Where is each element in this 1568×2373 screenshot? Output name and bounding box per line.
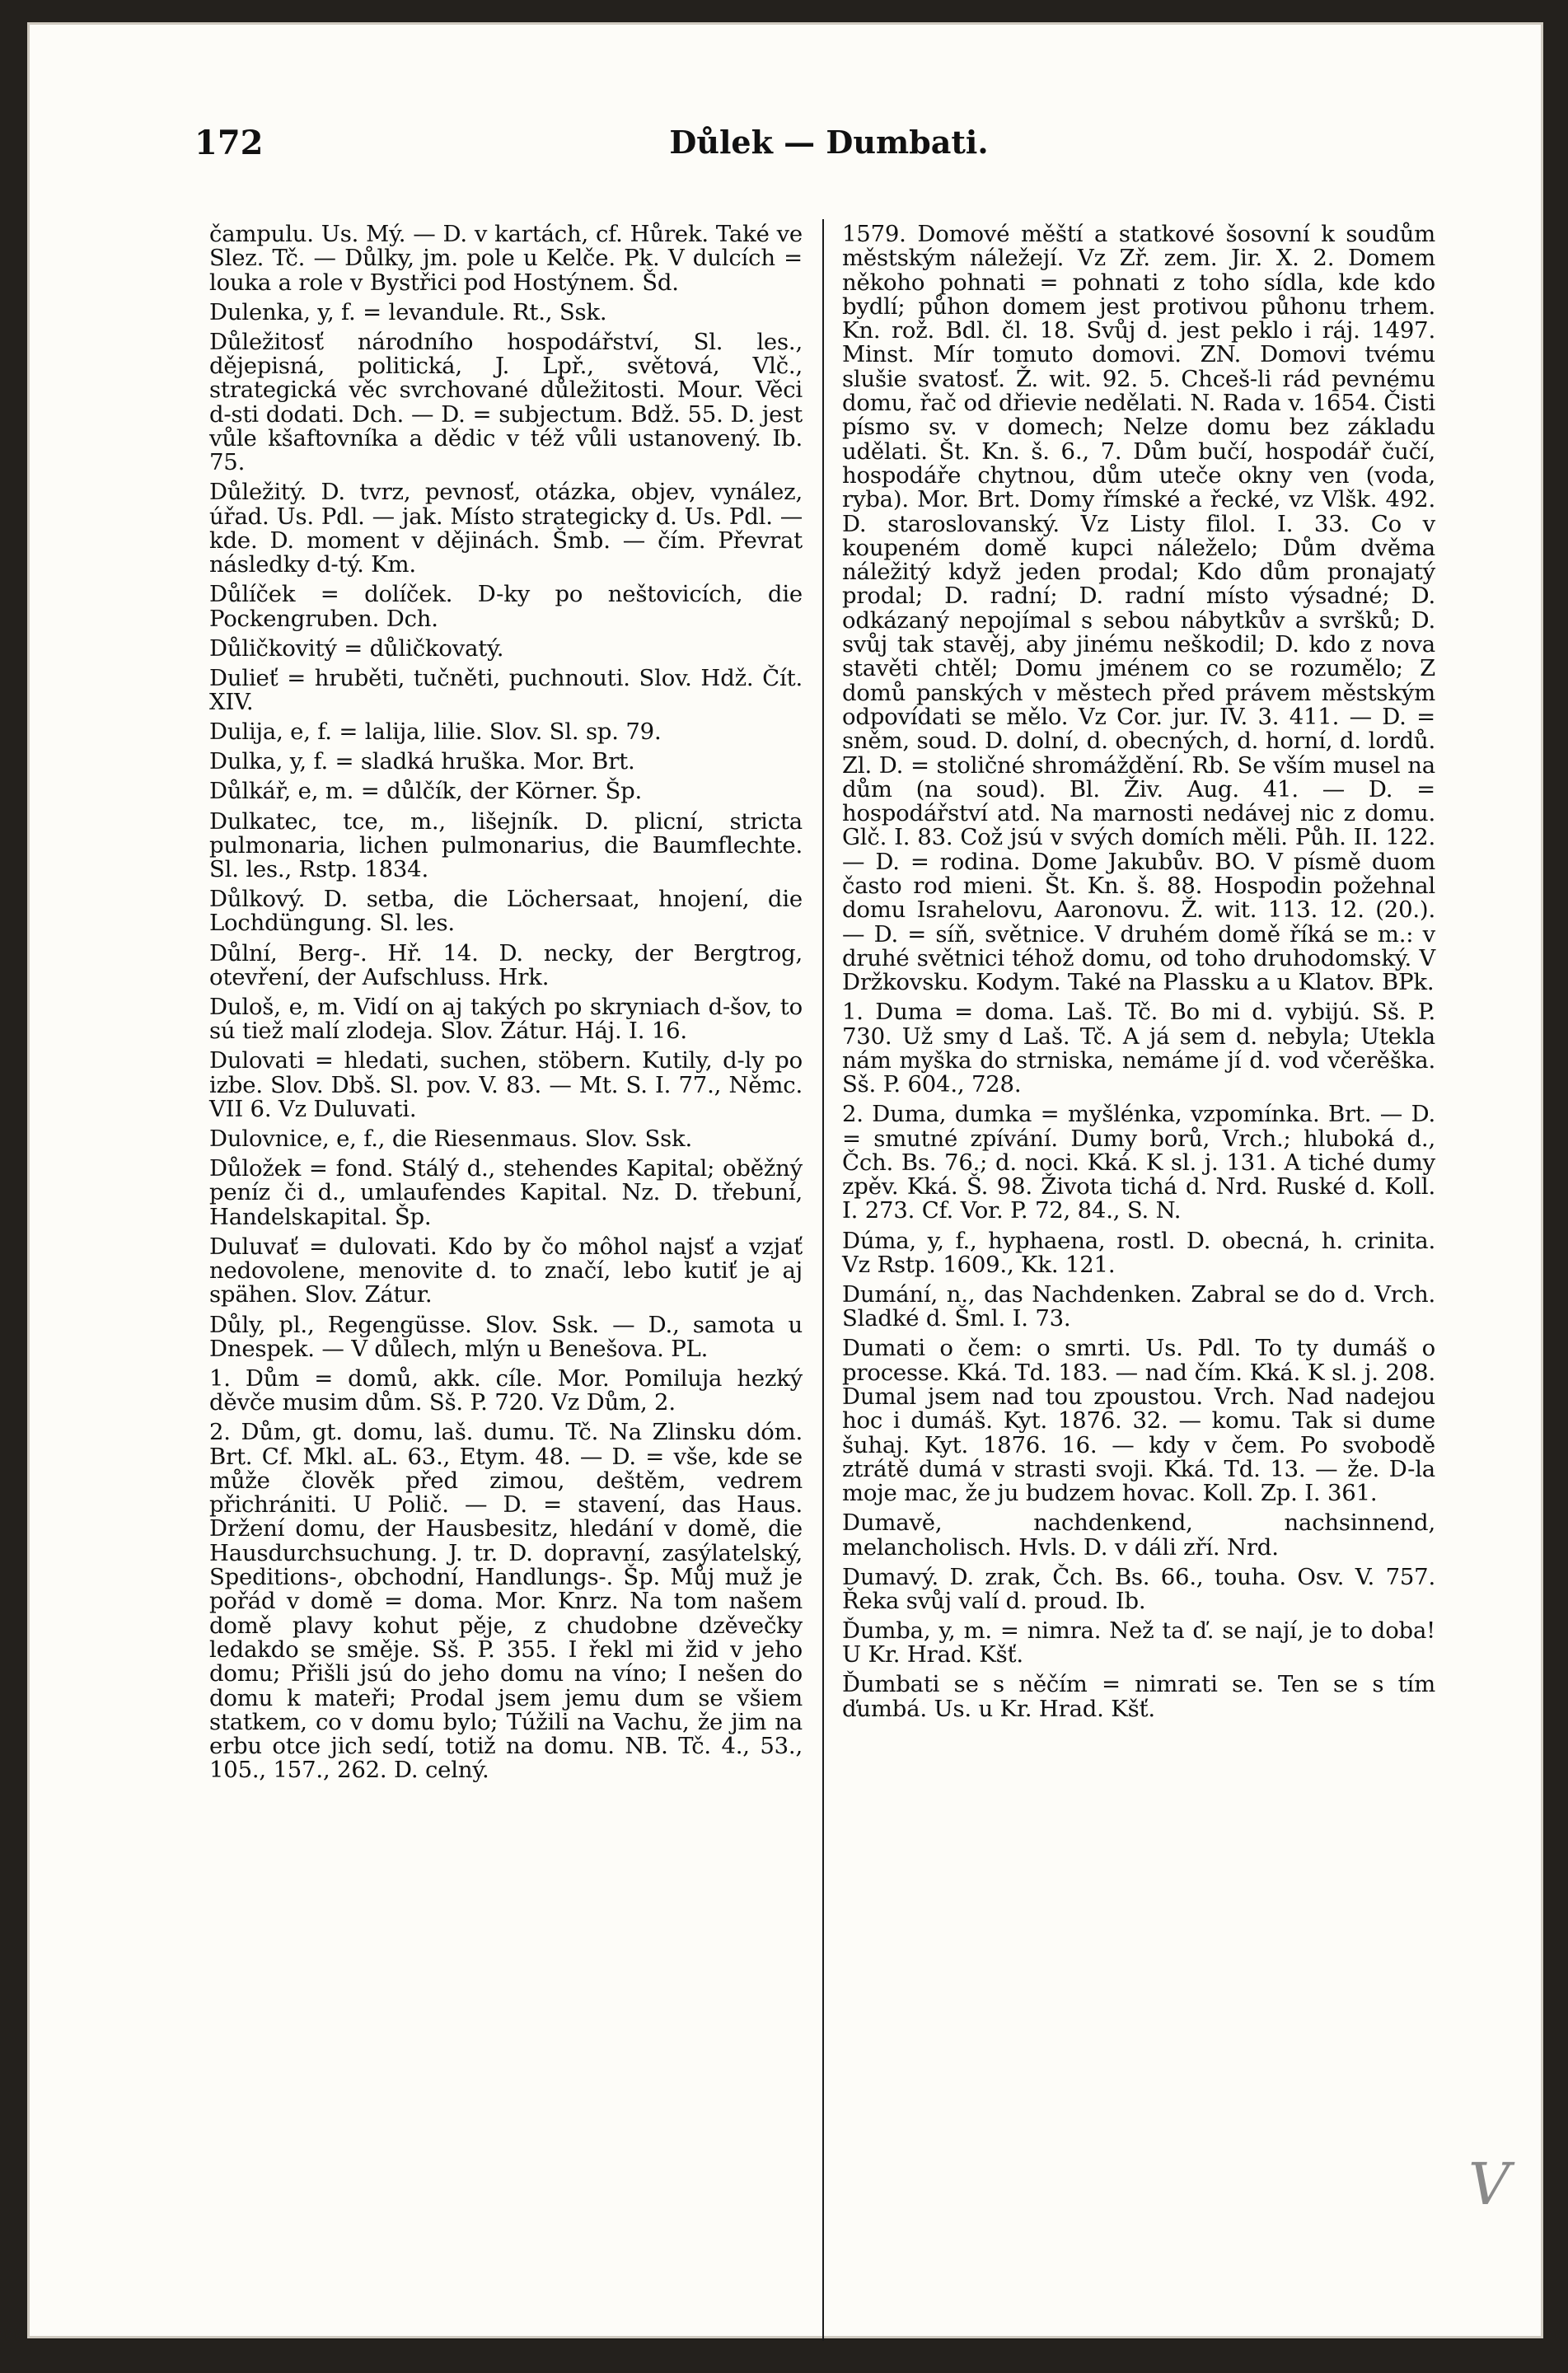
entry: Důlkář, e, m. = důlčík, der Körner. Šp.: [209, 778, 643, 805]
page-sheet: [30, 25, 1541, 2336]
entry: Ďumba, y, m. = nimra. Než ta ď. se nají, je to doba! U Kr. Hrad. Kšť.: [842, 1617, 1435, 1669]
entry: Důležitý. D. tvrz, pevnosť, otázka, objev, vynález, úřad. Us. Pdl. — jak. Místo strategicky d. Us. Pdl. — kde. D. moment v dějinách. Šmb. — čím. Převrat následky d-tý. Km.: [209, 479, 803, 578]
page-number: 172: [194, 124, 264, 162]
entry: Dulovati = hledati, suchen, stöbern. Kutily, d-ly po izbe. Slov. Dbš. Sl. pov. V. 83. — Mt. S. I. 77., Němc. VII 6. Vz Duluvati.: [209, 1047, 803, 1122]
entry: Duluvať = dulovati. Kdo by čo môhol najsť a vzjať nedovolene, menovite d. to značí, lebo kutiť je aj spähen. Slov. Zátur.: [209, 1233, 803, 1308]
entry: Dulieť = hruběti, tučněti, puchnouti. Slov. Hdž. Čít. XIV.: [209, 664, 803, 716]
entry: Dulka, y, f. = sladká hruška. Mor. Brt.: [209, 748, 635, 775]
entry: Dumavý. D. zrak, Čch. Bs. 66., touha. Osv. V. 757. Řeka svůj valí d. proud. Ib.: [842, 1563, 1435, 1614]
entry: Dulija, e, f. = lalija, lilie. Slov. Sl. sp. 79.: [209, 718, 662, 746]
entry: Důly, pl., Regengüsse. Slov. Ssk. — D., samota u Dnespek. — V důlech, mlýn u Benešova. PL.: [209, 1311, 803, 1362]
running-title: Důlek — Dumbati.: [669, 124, 989, 161]
entry: Dulovnice, e, f., die Riesenmaus. Slov. Ssk.: [209, 1126, 693, 1153]
entry: Důlkový. D. setba, die Löchersaat, hnojení, die Lochdüngung. Sl. les.: [209, 886, 803, 937]
page-header: [194, 115, 1463, 165]
margin-pen-mark: V: [1468, 2151, 1510, 2218]
entry: 1. Dům = domů, akk. cíle. Mor. Pomiluja hezký děvče musim dům. Sš. P. 720. Vz Dům, 2.: [209, 1364, 803, 1416]
entry: 2. Duma, dumka = myšlénka, vzpomínka. Brt. — D. = smutné zpívání. Dumy borů, Vrch.; hluboká d., Čch. Bs. 76.; d. noci. Kká. K sl. j. 131. A tiché dumy zpěv. Kká. Š. 98. Života tichá d. Nrd. Ruské d. Koll. I. 273. Cf. Vor. P. 72, 84., S. N.: [842, 1101, 1435, 1224]
entry: Dúma, y, f., hyphaena, rostl. D. obecná, h. crinita. Vz Rstp. 1609., Kk. 121.: [842, 1227, 1435, 1278]
entry: Důlní, Berg-. Hř. 14. D. necky, der Bergtrog, otevření, der Aufschluss. Hrk.: [209, 939, 803, 990]
entry: Dulkatec, tce, m., lišejník. D. plicní, stricta pulmonaria, lichen pulmonarius, die Baumflechte. Sl. les., Rstp. 1834.: [209, 807, 803, 883]
entry: Důložek = fond. Stálý d., stehendes Kapital; oběžný peníz či d., umlaufendes Kapital. Nz. D. třebuní, Handelskapital. Šp.: [209, 1155, 803, 1230]
right-column: [842, 222, 1435, 1727]
left-column: [209, 222, 803, 1789]
entry: Duloš, e, m. Vidí on aj takých po skryniach d-šov, to sú tiež malí zlodeja. Slov. Zátur. Háj. I. 16.: [209, 993, 803, 1045]
entry: Dumati o čem: o smrti. Us. Pdl. To ty dumáš o processe. Kká. Td. 183. — nad čím. Kká. K sl. j. 208. Dumal jsem nad tou zpoustou. Vrch. Nad nadejou hoc i dumáš. Kyt. 1876. 32. — komu. Tak si dume šuhaj. Kyt. 1876. 16. — kdy v čem. Po svobodě ztrátě dumá v strasti svoji. Kká. Td. 13. — že. D-la moje mac, že ju budzem hovac. Koll. Zp. I. 361.: [842, 1335, 1435, 1507]
entry: Dumavě, nachdenkend, nachsinnend, melancholisch. Hvls. D. v dáli zří. Nrd.: [842, 1509, 1435, 1561]
entry: Důlíček = dolíček. D-ky po neštovicích, die Pockengruben. Dch.: [209, 581, 803, 632]
entry: Dulenka, y, f. = levandule. Rt., Ssk.: [209, 298, 607, 325]
entry: 2. Dům, gt. domu, laš. dumu. Tč. Na Zlinsku dóm. Brt. Cf. Mkl. aL. 63., Etym. 48. — D. = vše, kde se může člověk před zimou, deštěm, vedrem přichrániti. U Polič. — D. = stavení, das Haus. Držení domu, der Hausbesitz, hledání v domě, die Hausdurchsuchung. J. tr. D. dopravní, zasýlatelský, Speditions-, obchodní, Handlungs-. Šp. Můj muž je pořád v domě = doma. Mor. Knrz. Na tom našem domě plavy kohut pěje, z chudobne dzěvečky ledakdo se směje. Sš. P. 355. I řekl mi žid v jeho domu; Přišli jsú do jeho domu na víno; I nešen do domu k mateři; Prodal jsem jemu dum se všiem statkem, co v domu bylo; Túžili na Vachu, že jim na erbu otce jich sedí, totiž na domu. NB. Tč. 4., 53., 105., 157., 262. D. celný.: [209, 1419, 803, 1784]
entry: 1579. Domové měští a statkové šosovní k soudům městským náležejí. Vz Zř. zem. Jir. X. 2. Domem někoho pohnati = pohnati z toho sídla, kde kdo bydlí; půhon domem jest protivou půhonu trhem. Kn. rož. Bdl. čl. 18. Svůj d. jest peklo i ráj. 1497. Minst. Mír tomuto domovi. ZN. Domovi tvému slušie svatosť. Ž. wit. 92. 5. Chceš-li rád pevnému domu, řač od dřievie nedělati. N. Rada v. 1654. Čisti písmo sv. v domech; Nelze domu bez základu udělati. Št. Kn. š. 6., 7. Dům bučí, hospodář čučí, hospodáře chytnou, dům uteče okny ven (voda, ryba). Mor. Brt. Domy římské a řecké, vz Vlšk. 492. D. staroslovanský. Vz Listy filol. I. 33. Co v koupeném domě kupci náleželo; Dům dvěma náležitý když jeden prodal; Kdo dům pronajatý prodal; D. radní; D. radní místo výsadné; D. odkázaný nepojímal s sebou nábytkův a svršků; D. svůj tak stavěj, aby jinému neškodil; D. kdo z nova stavěti chtěl; Domu jménem co se rozumělo; Z domů panských v městech před právem městským odpovídati se mělo. Vz Cor. jur. IV. 3. 411. — D. = sněm, soud. D. dolní, d. obecných, d. horní, d. lordů. Zl. D. = stoličné shromáždění. Rb. Se vším musel na dům (na soud). Bl. Živ. Aug. 41. — D. = hospodářství atd. Na marnosti nedávej nic z domu. Glč. I. 83. Což jsú v svých domích měli. Půh. II. 122. — D. = rodina. Dome Jakubův. BO. V písmě duom často rod mieni. Št. Kn. š. 88. Hospodin požehnal domu Israhelovu, Aaronovu. Ž. wit. 113. 12. (20.). — D. = síň, světnice. V druhém domě říká se m.: v druhé světnici téhož domu, od toho druhodomský. V Držkovsku. Kodym. Také na Plassku a u Klatov. BPk.: [842, 221, 1435, 996]
entry: čampulu. Us. Mý. — D. v kartách, cf. Hůrek. Také ve Slez. Tč. — Důlky, jm. pole u Kelče. Pk. V dulcích = louka a role v Bystřici pod Hostýnem. Šd.: [209, 221, 803, 296]
entry: Ďumbati se s něčím = nimrati se. Ten se s tím ďumbá. Us. u Kr. Hrad. Kšť.: [842, 1671, 1435, 1722]
entry: Důličkovitý = důličkovatý.: [209, 634, 504, 662]
entry: Dumání, n., das Nachdenken. Zabral se do d. Vrch. Sladké d. Šml. I. 73.: [842, 1280, 1435, 1332]
entry: 1. Duma = doma. Laš. Tč. Bo mi d. vybijú. Sš. P. 730. Už smy d Laš. Tč. A já sem d. nebyla; Utekla nám myška do strniska, nemáme jí d. vod včerěška. Sš. P. 604., 728.: [842, 999, 1435, 1098]
column-divider: [822, 219, 824, 2341]
entry: Důležitosť národního hospodářství, Sl. les., dějepisná, politická, J. Lpř., světová, Vlč., strategická věc svrchované důležitosti. Mour. Věci d-sti dodati. Dch. — D. = subjectum. Bdž. 55. D. jest vůle kšaftovníka a dědic v též vůli ustanovený. Ib. 75.: [209, 328, 803, 476]
